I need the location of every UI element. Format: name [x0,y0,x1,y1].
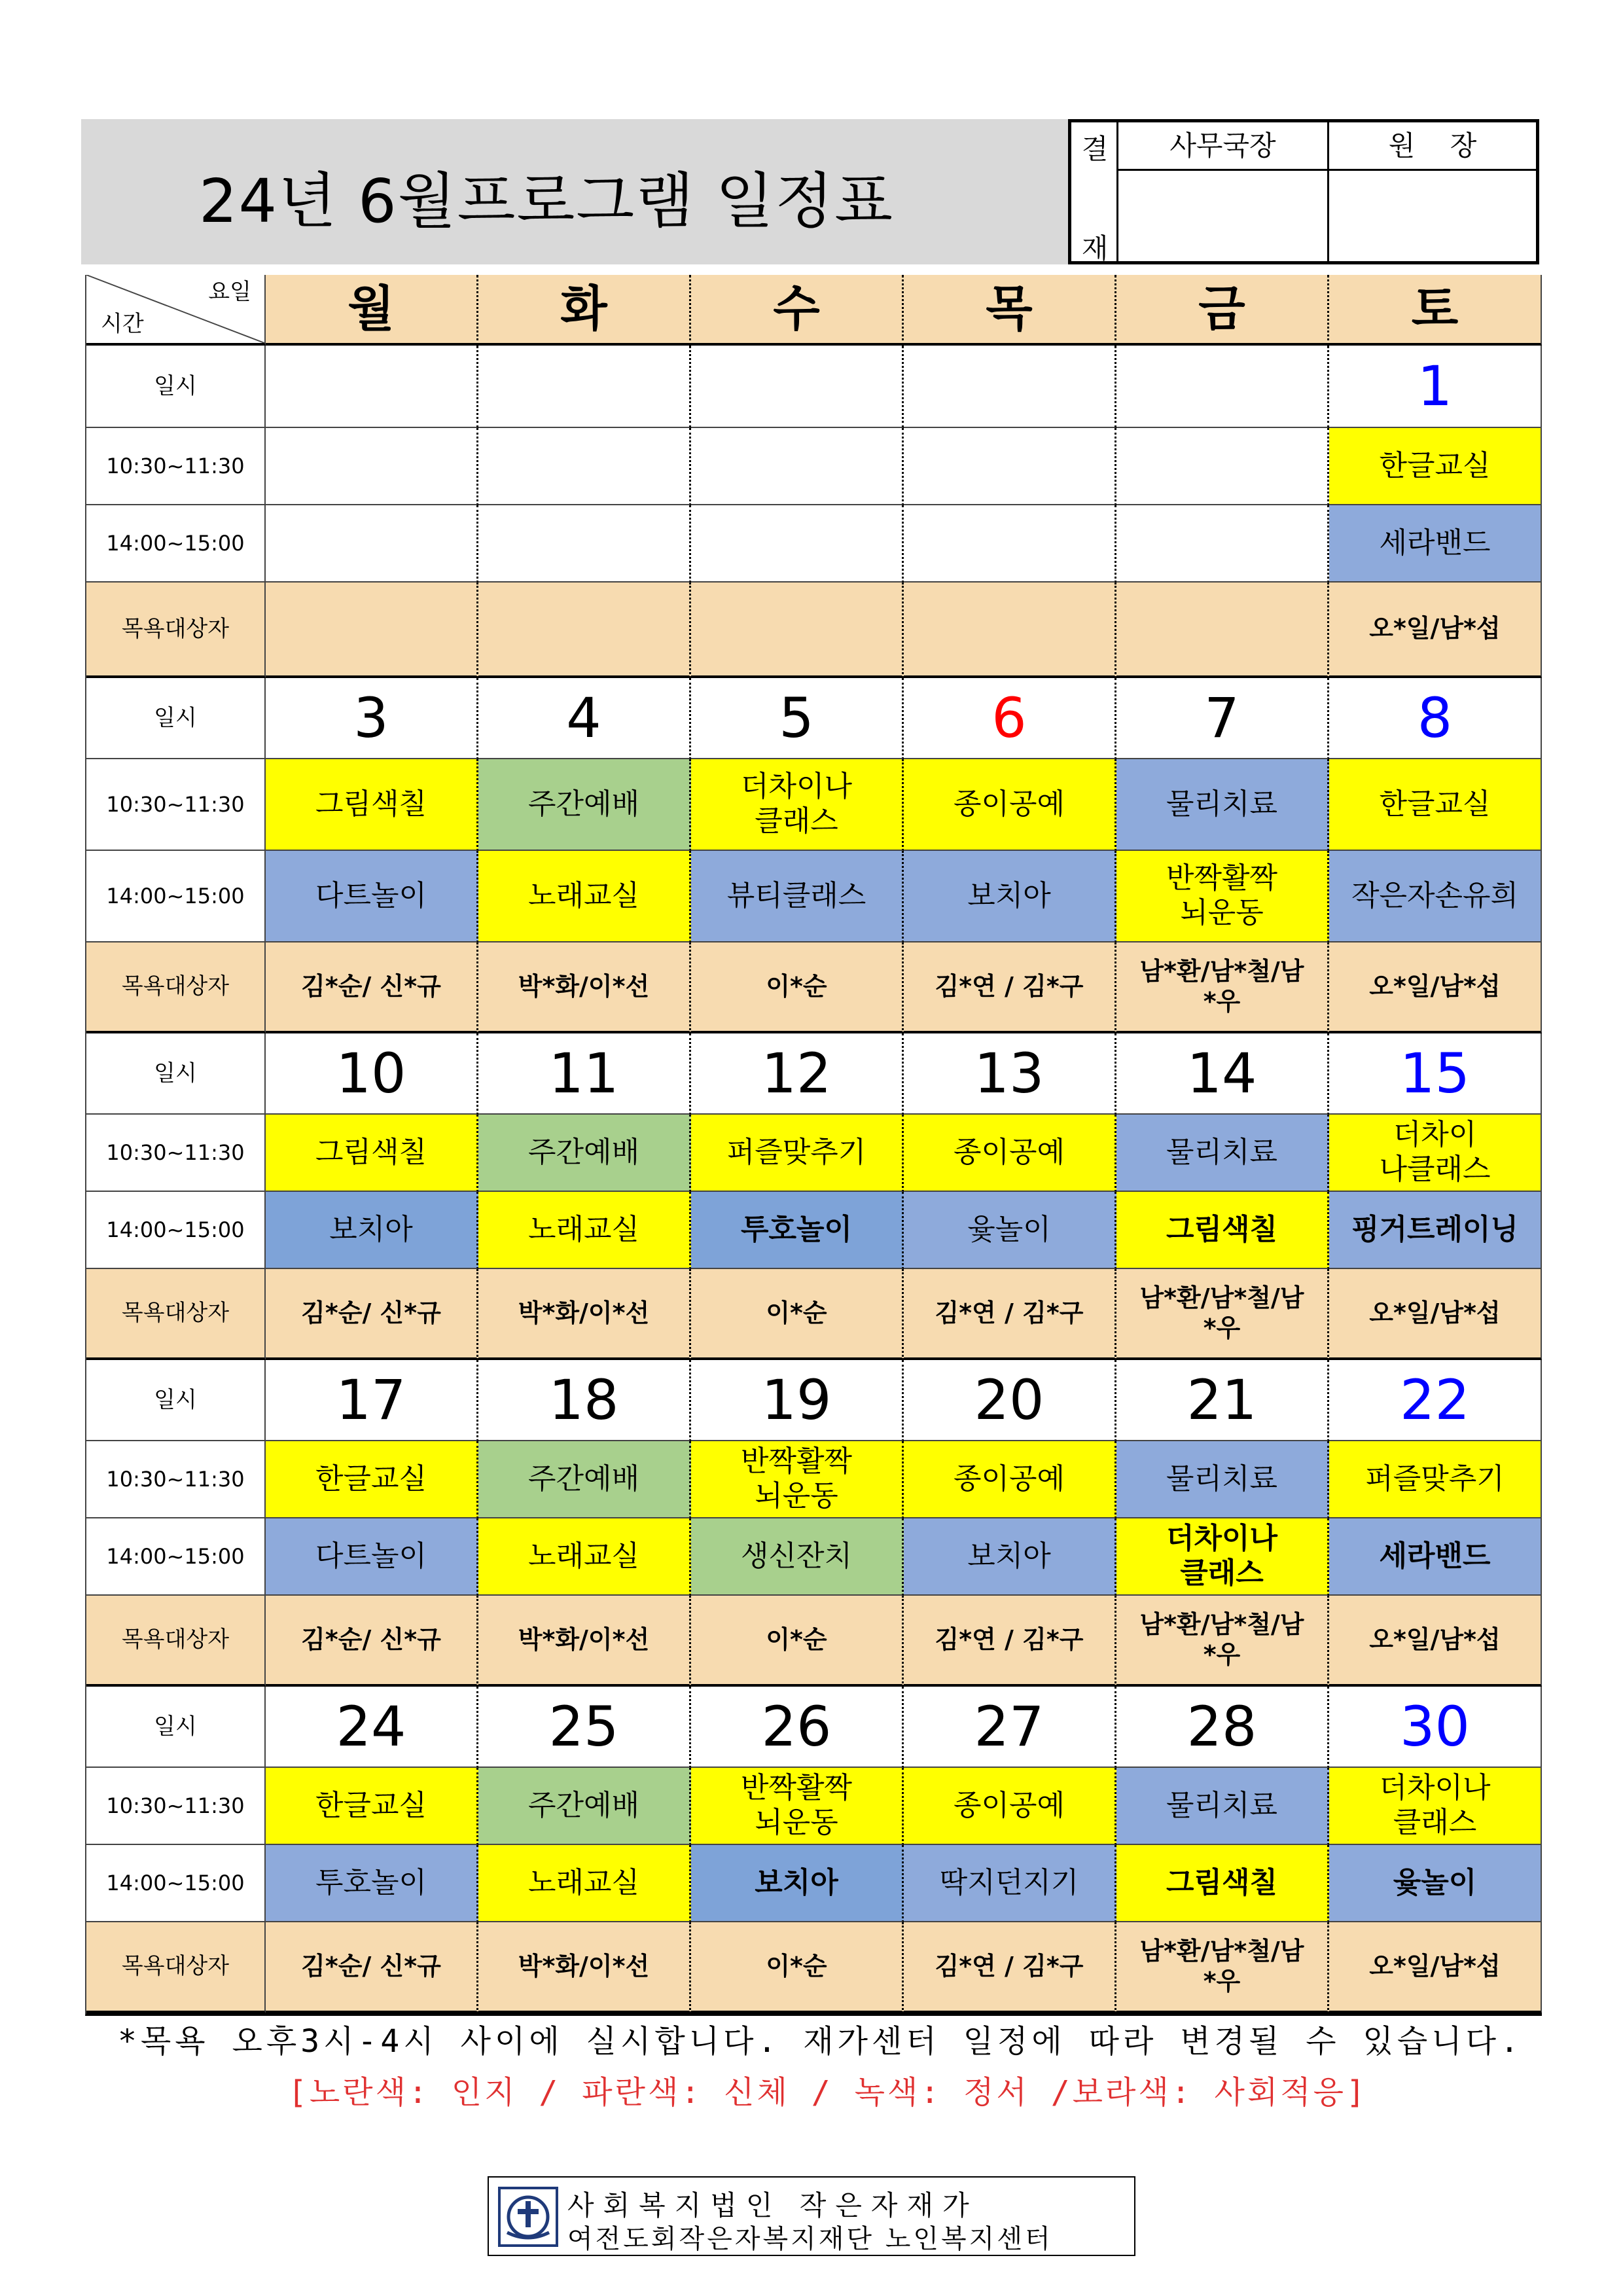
program-am-cell: 물리치료 [1116,759,1329,851]
bath-cell: 김*연 / 김*구 [904,1596,1116,1687]
program-pm-cell: 윷놀이 [904,1192,1116,1269]
date-cell: 27 [904,1687,1116,1768]
date-cell [1116,346,1329,428]
program-pm-cell: 보치아 [266,1192,478,1269]
program-pm-cell: 다트놀이 [266,1518,478,1596]
date-cell: 5 [691,678,904,759]
approval-col-director-label: 사무국장 [1118,122,1327,171]
bath-cell: 김*연 / 김*구 [904,942,1116,1033]
approval-side-bottom: 재 [1081,232,1109,264]
program-am-cell: 그림색칠 [266,1115,478,1192]
program-am-cell: 한글교실 [266,1768,478,1845]
program-pm-cell [1116,505,1329,583]
row-label-pm: 14:00~15:00 [86,1192,266,1269]
footer-line2: 여전도회작은자복지재단 노인복지센터 [567,2224,1053,2254]
row-label-bath: 목욕대상자 [86,583,266,678]
bath-cell: 오*일/남*섭 [1329,1269,1542,1360]
program-pm-cell: 노래교실 [478,1192,691,1269]
date-cell: 15 [1329,1033,1542,1115]
row-label-bath: 목욕대상자 [86,1596,266,1687]
program-am-cell: 한글교실 [266,1441,478,1518]
bath-cell: 오*일/남*섭 [1329,1596,1542,1687]
program-pm-cell: 윷놀이 [1329,1845,1542,1922]
row-label-date: 일시 [86,1033,266,1115]
row-label-am: 10:30~11:30 [86,1441,266,1518]
date-cell: 26 [691,1687,904,1768]
date-cell [478,346,691,428]
program-pm-cell: 보치아 [904,851,1116,942]
program-pm-cell: 딱지던지기 [904,1845,1116,1922]
date-cell: 11 [478,1033,691,1115]
approval-side [1071,122,1118,264]
row-label-pm: 14:00~15:00 [86,505,266,583]
program-am-cell: 퍼즐맞추기 [1329,1441,1542,1518]
row-label-pm: 14:00~15:00 [86,851,266,942]
program-pm-cell: 투호놀이 [266,1845,478,1922]
row-label-bath: 목욕대상자 [86,1269,266,1360]
corner-cell [86,275,266,346]
day-header: 목 [904,275,1116,346]
program-am-cell: 한글교실 [1329,428,1542,505]
row-label-date: 일시 [86,678,266,759]
page-title: 24년 6월프로그램 일정표 [199,166,894,236]
footer-line1: 사회복지법인 작은자재가 [567,2189,978,2221]
color-legend: [노란색: 인지 / 파란색: 신체 / 녹색: 정서 /보라색: 사회적응] [288,2074,1368,2111]
program-pm-cell [478,505,691,583]
program-am-cell: 더차이나 클래스 [691,759,904,851]
bath-cell [904,583,1116,678]
approval-box [1068,119,1539,264]
date-cell: 25 [478,1687,691,1768]
program-pm-cell: 세라밴드 [1329,1518,1542,1596]
bath-cell: 박*화/이*선 [478,942,691,1033]
date-cell: 1 [1329,346,1542,428]
program-pm-cell: 투호놀이 [691,1192,904,1269]
day-header: 화 [478,275,691,346]
date-cell: 4 [478,678,691,759]
bath-cell: 김*연 / 김*구 [904,1269,1116,1360]
program-am-cell: 주간예배 [478,1115,691,1192]
program-am-cell: 주간예배 [478,1441,691,1518]
program-pm-cell [691,505,904,583]
bath-cell [1116,583,1329,678]
bath-cell: 박*화/이*선 [478,1269,691,1360]
program-pm-cell: 노래교실 [478,1845,691,1922]
bath-cell: 이*순 [691,1269,904,1360]
program-pm-cell: 보치아 [904,1518,1116,1596]
bath-cell: 김*순/ 신*규 [266,1922,478,2013]
date-cell: 14 [1116,1033,1329,1115]
bath-cell: 박*화/이*선 [478,1596,691,1687]
program-am-cell [478,428,691,505]
footer-org [488,2176,1135,2256]
row-label-date: 일시 [86,346,266,428]
date-cell: 8 [1329,678,1542,759]
bath-cell: 남*환/남*철/남 *우 [1116,1269,1329,1360]
approval-col-director [1118,122,1329,261]
bath-cell: 박*화/이*선 [478,1922,691,2013]
program-pm-cell: 세라밴드 [1329,505,1542,583]
title-bar [81,119,1068,264]
bath-cell [266,583,478,678]
program-pm-cell: 노래교실 [478,851,691,942]
bath-cell: 김*순/ 신*규 [266,942,478,1033]
row-label-am: 10:30~11:30 [86,428,266,505]
program-am-cell: 더차이나 클래스 [1329,1768,1542,1845]
date-cell: 20 [904,1360,1116,1441]
program-pm-cell: 작은자손유희 [1329,851,1542,942]
row-label-bath: 목욕대상자 [86,1922,266,2013]
program-am-cell: 물리치료 [1116,1115,1329,1192]
bath-cell [478,583,691,678]
program-am-cell: 반짝활짝 뇌운동 [691,1768,904,1845]
date-cell: 6 [904,678,1116,759]
program-am-cell: 종이공예 [904,759,1116,851]
row-label-date: 일시 [86,1360,266,1441]
program-am-cell: 종이공예 [904,1115,1116,1192]
program-am-cell: 한글교실 [1329,759,1542,851]
bath-cell: 오*일/남*섭 [1329,942,1542,1033]
date-cell: 10 [266,1033,478,1115]
program-pm-cell: 생신잔치 [691,1518,904,1596]
program-am-cell: 종이공예 [904,1768,1116,1845]
program-am-cell: 더차이 나클래스 [1329,1115,1542,1192]
date-cell: 13 [904,1033,1116,1115]
program-am-cell: 물리치료 [1116,1768,1329,1845]
bath-cell: 오*일/남*섭 [1329,583,1542,678]
program-pm-cell: 더차이나 클래스 [1116,1518,1329,1596]
program-pm-cell: 핑거트레이닝 [1329,1192,1542,1269]
date-cell: 30 [1329,1687,1542,1768]
row-label-am: 10:30~11:30 [86,1768,266,1845]
bath-cell: 남*환/남*철/남 *우 [1116,1596,1329,1687]
date-cell [266,346,478,428]
program-am-cell [266,428,478,505]
day-header: 토 [1329,275,1542,346]
program-am-cell [691,428,904,505]
program-pm-cell: 노래교실 [478,1518,691,1596]
bath-cell: 김*순/ 신*규 [266,1596,478,1687]
program-am-cell: 물리치료 [1116,1441,1329,1518]
program-am-cell: 반짝활짝 뇌운동 [691,1441,904,1518]
row-label-am: 10:30~11:30 [86,759,266,851]
program-pm-cell [266,505,478,583]
date-cell: 21 [1116,1360,1329,1441]
program-pm-cell: 그림색칠 [1116,1192,1329,1269]
schedule-grid [85,275,1542,2016]
program-am-cell: 퍼즐맞추기 [691,1115,904,1192]
row-label-pm: 14:00~15:00 [86,1845,266,1922]
date-cell: 28 [1116,1687,1329,1768]
day-header: 수 [691,275,904,346]
program-am-cell [904,428,1116,505]
bath-cell: 오*일/남*섭 [1329,1922,1542,2013]
date-cell [691,346,904,428]
day-header: 월 [266,275,478,346]
bath-cell: 남*환/남*철/남 *우 [1116,942,1329,1033]
bath-cell: 이*순 [691,1596,904,1687]
approval-col-head [1329,122,1536,261]
schedule-table [85,275,1542,2016]
day-header: 금 [1116,275,1329,346]
date-cell: 17 [266,1360,478,1441]
program-pm-cell: 보치아 [691,1845,904,1922]
date-cell: 18 [478,1360,691,1441]
program-am-cell: 주간예배 [478,1768,691,1845]
date-cell: 7 [1116,678,1329,759]
program-pm-cell: 반짝활짝 뇌운동 [1116,851,1329,942]
program-am-cell: 종이공예 [904,1441,1116,1518]
program-pm-cell: 뷰티클래스 [691,851,904,942]
program-am-cell: 주간예배 [478,759,691,851]
bath-note: *목욕 오후3시-4시 사이에 실시합니다. 재가센터 일정에 따라 변경될 수 있습니다. [118,2023,1523,2060]
row-label-am: 10:30~11:30 [86,1115,266,1192]
date-cell: 12 [691,1033,904,1115]
row-label-pm: 14:00~15:00 [86,1518,266,1596]
date-cell: 22 [1329,1360,1542,1441]
approval-col-head-label: 원 장 [1329,122,1536,171]
row-label-date: 일시 [86,1687,266,1768]
date-cell: 3 [266,678,478,759]
program-am-cell: 그림색칠 [266,759,478,851]
program-pm-cell: 다트놀이 [266,851,478,942]
bath-cell [691,583,904,678]
date-cell: 24 [266,1687,478,1768]
corner-time-label: 시간 [101,311,144,338]
program-pm-cell [904,505,1116,583]
bath-cell: 남*환/남*철/남 *우 [1116,1922,1329,2013]
row-label-bath: 목욕대상자 [86,942,266,1033]
approval-side-top: 결 [1081,133,1109,165]
bath-cell: 이*순 [691,1922,904,2013]
date-cell: 19 [691,1360,904,1441]
corner-day-label: 요일 [208,279,251,305]
program-am-cell [1116,428,1329,505]
cross-logo-icon [498,2187,558,2247]
program-pm-cell: 그림색칠 [1116,1845,1329,1922]
bath-cell: 이*순 [691,942,904,1033]
bath-cell: 김*순/ 신*규 [266,1269,478,1360]
bath-cell: 김*연 / 김*구 [904,1922,1116,2013]
date-cell [904,346,1116,428]
